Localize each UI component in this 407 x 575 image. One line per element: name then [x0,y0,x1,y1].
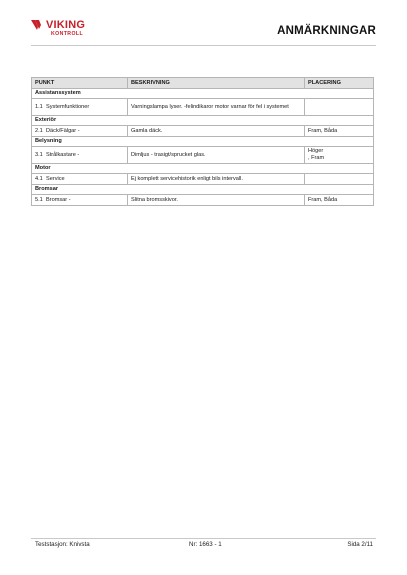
header-divider [31,45,376,46]
cell-placering: Fram, Båda [305,126,374,137]
cell-punkt [32,126,128,137]
table-row [32,99,374,116]
page-title: ANMÄRKNINGAR [277,25,376,37]
cell-punkt [32,147,128,164]
cell-placering [305,174,374,185]
table-row [32,147,374,164]
cell-beskrivning: Dimljus - trasigt/sprucket glas. [128,147,305,164]
table-row [32,195,374,206]
item-punkt: Systemfunktioner [46,103,90,110]
column-header-beskrivning: BESKRIVNING [128,78,305,89]
section-title: Bromsar [32,185,374,195]
footer-station: Teststasjon: Knivsta [35,541,90,548]
table-row [32,174,374,185]
footer-page: Sida 2/11 [347,541,373,548]
cell-beskrivning: Varningslampa lyser. -felindikaror motor varnar för fel i systemet [128,99,305,116]
cell-punkt [32,195,128,206]
viking-logo [31,20,91,40]
item-punkt: Strålkastare - [46,151,80,158]
cell-beskrivning: Gamla däck. [128,126,305,137]
table-row [32,126,374,137]
logo-subtext: KONTROLL [51,31,84,37]
cell-punkt [32,174,128,185]
section-row [32,89,374,99]
cell-placering: Höger , Fram [305,147,374,164]
item-punkt: Däck/Fälgar - [46,127,80,134]
item-number: 5.1 [35,196,43,203]
footer-number: Nr: 1663 - 1 [189,541,222,548]
item-number: 3.1 [35,151,43,158]
remarks-table [31,77,374,206]
section-row [32,164,374,174]
cell-beskrivning: Slitna bromsskivor. [128,195,305,206]
column-header-placering: PLACERING [305,78,374,89]
cell-beskrivning: Ej komplett servicehistorik enligt bils intervall. [128,174,305,185]
section-title: Motor [32,164,374,174]
item-punkt: Bromsar - [46,196,71,203]
item-punkt: Service [46,175,65,182]
table-header-row [32,78,374,89]
cell-punkt [32,99,128,116]
column-header-punkt: PUNKT [32,78,128,89]
cell-placering [305,99,374,116]
item-number: 2.1 [35,127,43,134]
section-title: Assistanssystem [32,89,374,99]
section-title: Belysning [32,137,374,147]
logo-text: VIKING [46,19,86,31]
section-row [32,185,374,195]
section-row [32,137,374,147]
viking-logo-mark-icon [31,20,45,30]
cell-placering: Fram, Båda [305,195,374,206]
section-row [32,116,374,126]
footer-divider [31,538,376,539]
item-number: 1.1 [35,103,43,110]
section-title: Exteriör [32,116,374,126]
item-number: 4.1 [35,175,43,182]
